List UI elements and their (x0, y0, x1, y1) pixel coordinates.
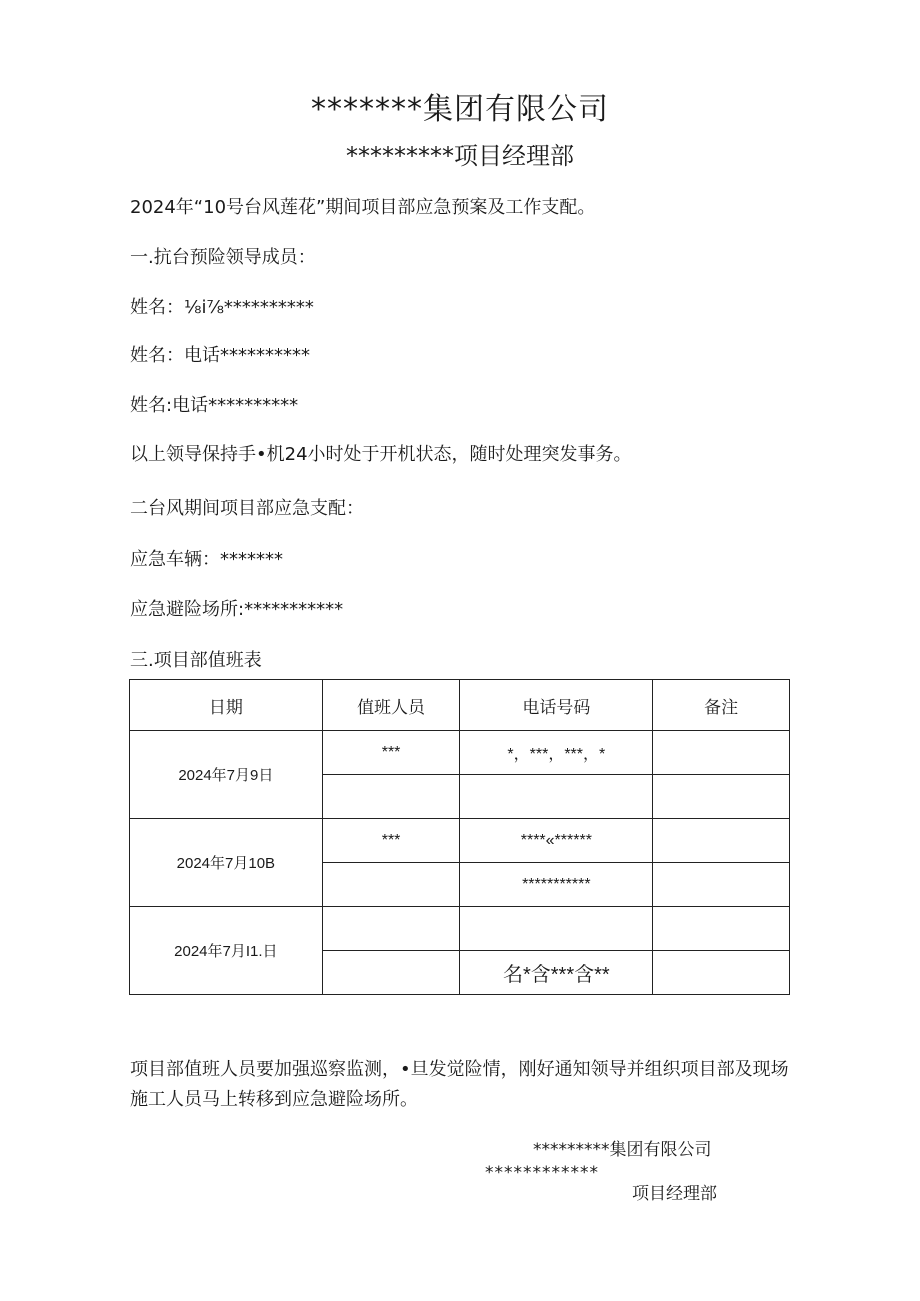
leader-3: 姓名:电话********** (130, 395, 299, 416)
note-cell (653, 907, 790, 951)
date-cell: 2024年7月9日 (130, 731, 323, 819)
date-cell: 2024年7月I1.日 (130, 907, 323, 995)
signature-stars: ************ (485, 1163, 599, 1183)
header-person: 值班人员 (322, 680, 460, 731)
company-title: *******集团有限公司 (311, 92, 609, 127)
header-note: 备注 (653, 680, 790, 731)
note-cell (653, 819, 790, 863)
table-row (130, 907, 790, 951)
leader-2: 姓名：电话********** (130, 345, 310, 366)
note-cell (653, 863, 790, 907)
table-row (130, 819, 790, 863)
phone-cell: *********** (460, 863, 653, 907)
phone-cell: ****«****** (460, 819, 653, 863)
intro-line: 2024年“10号台风莲花”期间项目部应急预案及工作支配。 (130, 197, 596, 218)
table-header-row (130, 680, 790, 731)
leader-note: 以上领导保持手•机24小时处于开机状态，随时处理突发事务。 (130, 444, 632, 465)
person-cell: *** (322, 731, 460, 775)
person-cell (322, 951, 460, 995)
note-cell (653, 731, 790, 775)
person-cell (322, 863, 460, 907)
table-row (130, 731, 790, 775)
emergency-shelter: 应急避险场所:*********** (130, 599, 344, 620)
note-cell (653, 951, 790, 995)
department-title: *********项目经理部 (346, 142, 574, 170)
emergency-vehicle: 应急车辆：******* (130, 549, 283, 570)
date-cell: 2024年7月10B (130, 819, 323, 907)
person-cell (322, 775, 460, 819)
note-cell (653, 775, 790, 819)
person-cell: *** (322, 819, 460, 863)
phone-cell (460, 775, 653, 819)
phone-cell (460, 907, 653, 951)
header-phone: 电话号码 (460, 680, 653, 731)
section-2-title: 二台风期间项目部应急支配： (130, 498, 364, 519)
leader-1: 姓名：⅛i⅞********** (130, 297, 314, 318)
section-1-title: 一.抗台预险领导成员： (130, 247, 316, 268)
phone-cell: *，***，***，* (460, 731, 653, 775)
duty-table (129, 679, 790, 995)
phone-cell: 名*含***含** (460, 951, 653, 995)
signature-department: 项目经理部 (632, 1184, 717, 1204)
header-date: 日期 (130, 680, 323, 731)
person-cell (322, 907, 460, 951)
closing-paragraph: 项目部值班人员要加强巡察监测，•旦发觉险情，刚好通知领导并组织项目部及现场施工人员马上转移到应急避险场所。 (130, 1059, 789, 1110)
signature-company: *********集团有限公司 (533, 1140, 712, 1160)
section-3-title: 三.项目部值班表 (130, 650, 262, 671)
